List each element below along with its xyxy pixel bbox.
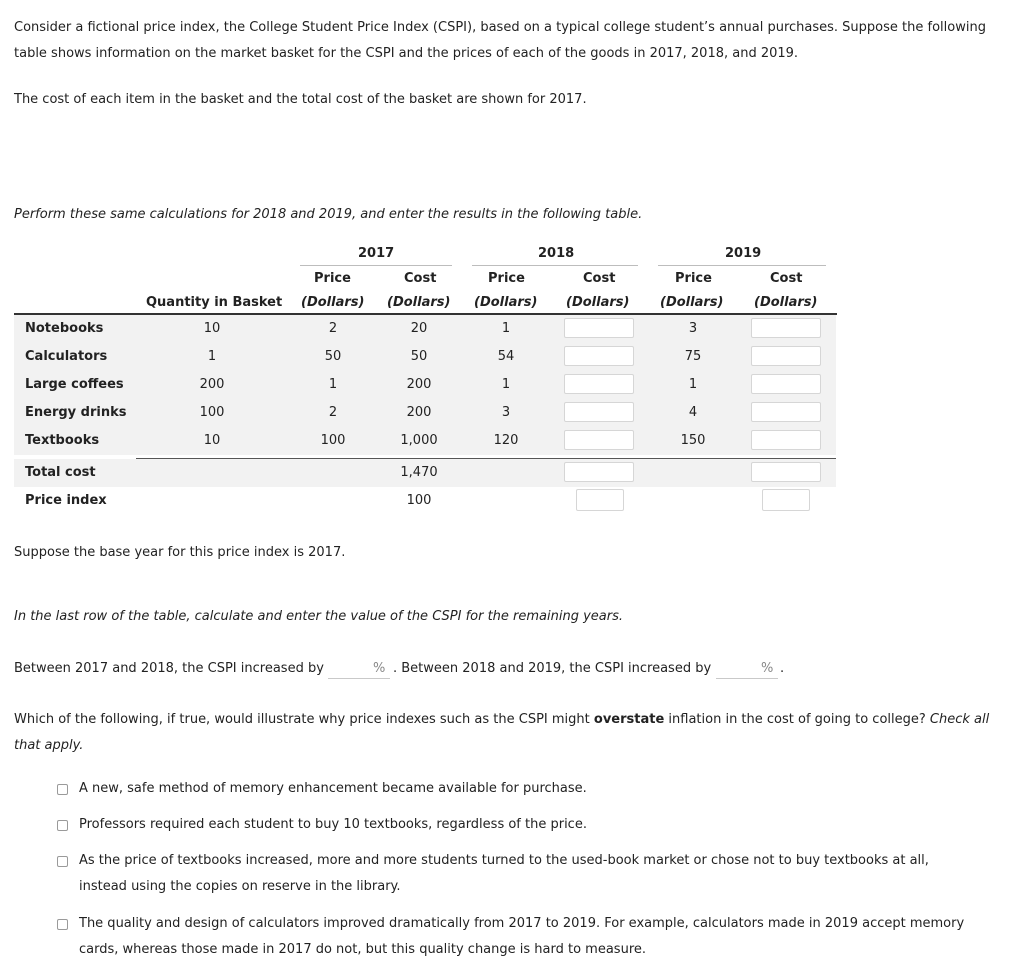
year-2017-underline (300, 265, 452, 266)
question-bold: overstate (593, 712, 665, 727)
increase-text-1: Between 2017 and 2018, the CSPI increased by (14, 661, 324, 676)
price-2018-label: Price (488, 271, 525, 286)
question-text (14, 707, 1004, 759)
total-2019-input[interactable] (751, 462, 821, 482)
quantity-cell: 100 (199, 405, 225, 420)
option-checkbox[interactable] (57, 820, 68, 831)
cost-2017-cell: 50 (410, 349, 428, 364)
cost-2017-cell: 1,000 (400, 433, 438, 448)
last-row-note: In the last row of the table, calculate and enter the value of the CSPI for the remaining years. (14, 609, 624, 624)
year-2018-header: 2018 (538, 246, 575, 261)
option-label-continued: instead using the copies on reserve in the library. (79, 879, 401, 894)
option-label-continued: cards, whereas those made in 2017 do not, but this quality change is hard to measure. (79, 942, 647, 957)
cost-2019-unit: (Dollars) (754, 295, 818, 310)
price-2018-cell: 120 (493, 433, 519, 448)
price-2017-unit: (Dollars) (301, 295, 365, 310)
price-2017-cell: 2 (328, 321, 338, 336)
cost-2017-unit: (Dollars) (387, 295, 451, 310)
quantity-header: Quantity in Basket (146, 295, 283, 310)
year-2019-header: 2019 (725, 246, 762, 261)
price-2017-label: Price (314, 271, 351, 286)
row-label: Notebooks (25, 321, 104, 336)
price-index-label: Price index (25, 493, 107, 508)
option-label: Professors required each student to buy 10 textbooks, regardless of the price. (79, 817, 587, 832)
cost-2018-input[interactable] (564, 346, 634, 366)
total-rule (136, 458, 836, 459)
cost-2017-label: Cost (404, 271, 437, 286)
percent-sign: % (761, 661, 774, 676)
price-2017-cell: 1 (328, 377, 338, 392)
row-label: Calculators (25, 349, 108, 364)
increase-text-2: . Between 2018 and 2019, the CSPI increased by (393, 661, 712, 676)
question-post: inflation in the cost of going to college? (664, 712, 930, 727)
quantity-cell: 10 (203, 321, 221, 336)
option-label: As the price of textbooks increased, more and more students turned to the used-book market or chose not to buy textbooks at all, (79, 853, 929, 868)
quantity-cell: 10 (203, 433, 221, 448)
cost-2018-input[interactable] (564, 318, 634, 338)
cost-2018-unit: (Dollars) (566, 295, 630, 310)
option-checkbox[interactable] (57, 919, 68, 930)
check-all-label-2: that apply. (14, 738, 84, 753)
cost-2017-cell: 200 (406, 405, 432, 420)
price-2019-cell: 3 (688, 321, 698, 336)
price-2018-cell: 1 (501, 321, 511, 336)
question-pre: Which of the following, if true, would illustrate why price indexes such as the CSPI might (14, 712, 594, 727)
index-2018-input[interactable] (576, 489, 624, 511)
year-2019-underline (658, 265, 826, 266)
total-2017-cell: 1,470 (400, 465, 438, 480)
price-2019-cell: 1 (688, 377, 698, 392)
cost-2018-input[interactable] (564, 374, 634, 394)
price-2019-cell: 4 (688, 405, 698, 420)
row-label: Textbooks (25, 433, 100, 448)
cost-2019-input[interactable] (751, 402, 821, 422)
cost-2019-input[interactable] (751, 318, 821, 338)
intro-paragraph (14, 15, 986, 67)
cost-2019-input[interactable] (751, 430, 821, 450)
year-2018-underline (472, 265, 638, 266)
option-label: A new, safe method of memory enhancement became available for purchase. (79, 781, 587, 796)
price-2019-cell: 150 (680, 433, 706, 448)
cost-2019-input[interactable] (751, 374, 821, 394)
base-year-note: Suppose the base year for this price index is 2017. (14, 545, 346, 560)
price-2018-cell: 3 (501, 405, 511, 420)
price-2018-unit: (Dollars) (474, 295, 538, 310)
cost-2018-label: Cost (583, 271, 616, 286)
row-label: Large coffees (25, 377, 124, 392)
price-2018-cell: 54 (497, 349, 515, 364)
intro-line-1: Consider a fictional price index, the College Student Price Index (CSPI), based on a typical college student’s annual purchases. Suppose the following (14, 20, 986, 35)
cost-2019-input[interactable] (751, 346, 821, 366)
cost-2017-cell: 200 (406, 377, 432, 392)
price-2019-cell: 75 (684, 349, 702, 364)
price-2019-label: Price (675, 271, 712, 286)
cost-2019-label: Cost (770, 271, 803, 286)
price-2018-cell: 1 (501, 377, 511, 392)
year-2017-header: 2017 (358, 246, 395, 261)
total-2018-input[interactable] (564, 462, 634, 482)
total-label: Total cost (25, 465, 96, 480)
option-checkbox[interactable] (57, 856, 68, 867)
cost-2018-input[interactable] (564, 402, 634, 422)
cost-2018-input[interactable] (564, 430, 634, 450)
price-2019-unit: (Dollars) (660, 295, 724, 310)
intro-line-2: table shows information on the market basket for the CSPI and the prices of each of the goods in 2017, 2018, and 2019. (14, 46, 799, 61)
price-2017-cell: 2 (328, 405, 338, 420)
percent-sign: % (373, 661, 386, 676)
increase-end: . (780, 661, 785, 676)
row-label: Energy drinks (25, 405, 127, 420)
price-2017-cell: 50 (324, 349, 342, 364)
check-all-label: Check all (929, 712, 990, 727)
cost-2017-cell: 20 (410, 321, 428, 336)
quantity-cell: 1 (207, 349, 217, 364)
index-2017-cell: 100 (406, 493, 432, 508)
perform-note: Perform these same calculations for 2018 and 2019, and enter the results in the following table. (14, 207, 643, 222)
cost-note: The cost of each item in the basket and the total cost of the basket are shown for 2017. (14, 92, 587, 107)
quantity-cell: 200 (199, 377, 225, 392)
option-label: The quality and design of calculators improved dramatically from 2017 to 2019. For example, calculators made in 2019 accept memory (79, 916, 965, 931)
index-2019-input[interactable] (762, 489, 810, 511)
option-checkbox[interactable] (57, 784, 68, 795)
price-2017-cell: 100 (320, 433, 346, 448)
